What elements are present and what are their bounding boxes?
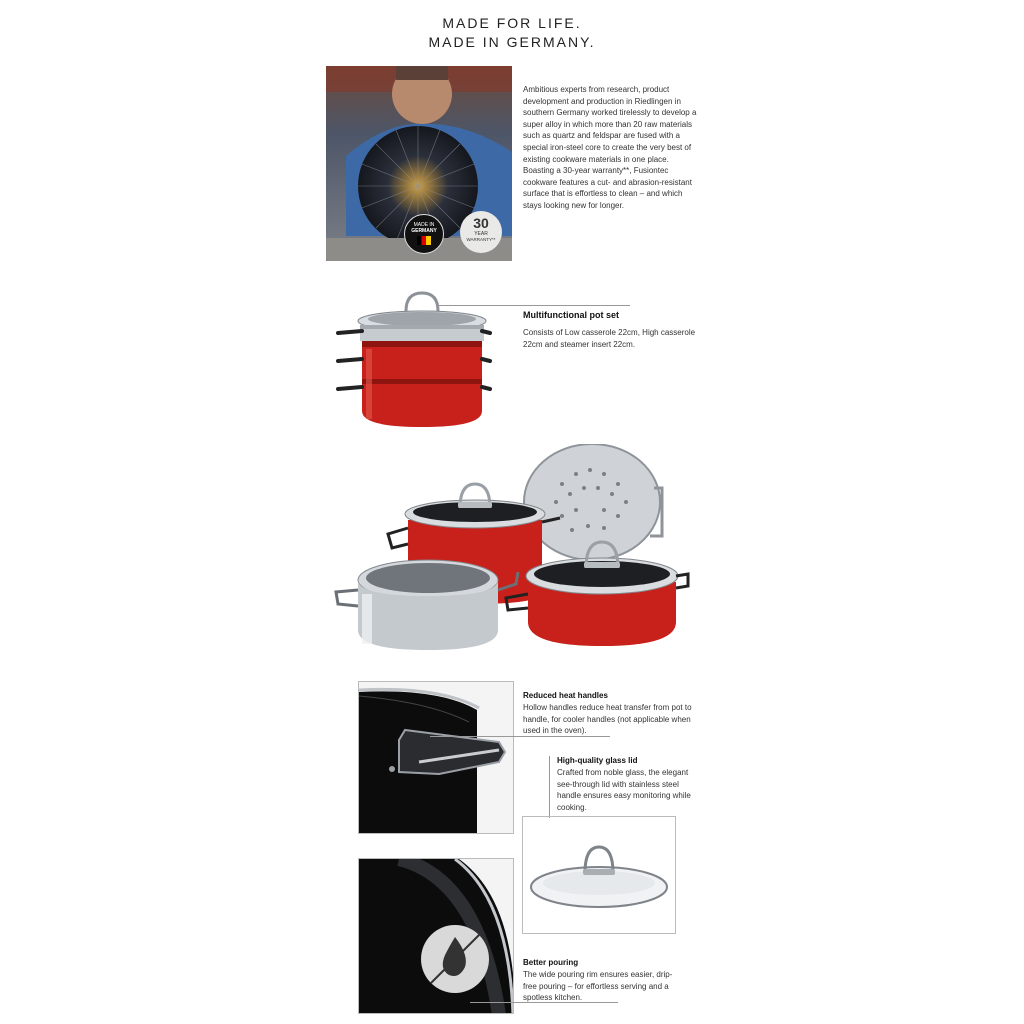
pouring-text: The wide pouring rim ensures easier, drip-free pouring – for effortless serving and a spotless kitchen. — [523, 970, 673, 1003]
badge-warranty-label: WARRANTY** — [466, 237, 496, 242]
badge-germany-text: GERMANY — [411, 228, 437, 234]
pot-set-components-image — [332, 444, 692, 654]
headline-line-2: MADE IN GERMANY. — [428, 34, 596, 50]
craftsman-photo — [326, 66, 512, 261]
pouring-title: Better pouring — [523, 958, 579, 967]
handle-closeup-image — [358, 681, 514, 834]
made-in-germany-badge — [404, 214, 444, 254]
pouring-rim-image — [358, 858, 514, 1014]
lid-callout-line — [549, 756, 550, 818]
handles-title: Reduced heat handles — [523, 691, 608, 700]
stacked-pot-set-image — [334, 289, 494, 431]
pot-set-callout-line — [438, 305, 630, 306]
glass-lid-image — [522, 816, 676, 934]
pot-set-description: Consists of Low casserole 22cm, High casserole 22cm and steamer insert 22cm. — [523, 328, 696, 349]
headline — [0, 14, 1024, 52]
german-flag-icon — [417, 236, 431, 245]
pot-set-title: Multifunctional pot set — [523, 310, 619, 320]
badge-year-label: YEAR — [474, 231, 488, 237]
lid-text: Crafted from noble glass, the elegant see-through lid with stainless steel handle ensures easy monitoring while cooking. — [557, 768, 691, 812]
badge-years: 30 — [473, 215, 489, 231]
handles-text: Hollow handles reduce heat transfer from pot to handle, for cooler handles (not applicable when used in the oven). — [523, 703, 692, 736]
warranty-badge — [460, 211, 502, 253]
headline-line-1: MADE FOR LIFE. — [442, 15, 582, 31]
intro-paragraph: Ambitious experts from research, product development and production in Riedlingen in southern Germany worked tirelessly to develop a super alloy in which more than 20 raw materials such as quartz and feldspar are fused with a special iron-steel core to create the very best of existing cookware materials in one place. Boasting a 30-year warranty**, Fusiontec cookware features a cut- and abrasion-resistant surface that is effortless to clean – and which stays looking new for longer. — [523, 85, 697, 210]
badge-made-in-text: MADE IN — [413, 222, 435, 228]
lid-title: High-quality glass lid — [557, 756, 638, 765]
